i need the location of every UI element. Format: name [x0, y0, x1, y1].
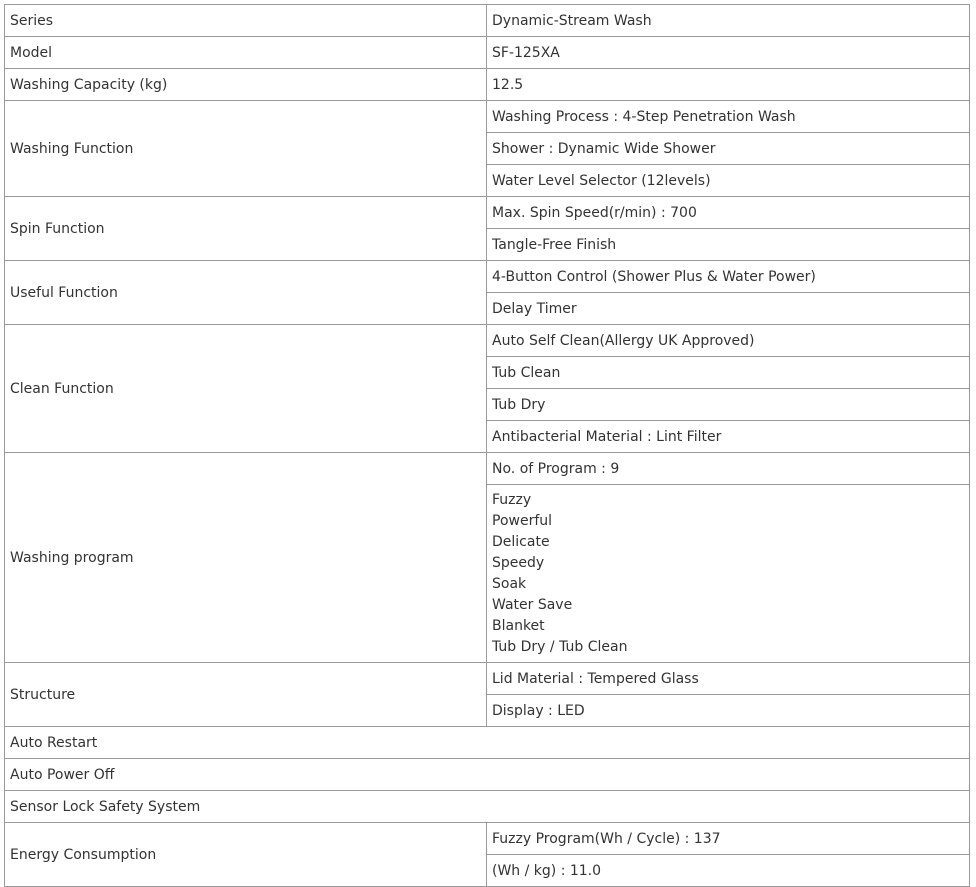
spec-value: Washing Process : 4-Step Penetration Wash — [487, 101, 970, 133]
spec-value: SF-125XA — [487, 37, 970, 69]
table-row — [5, 5, 970, 37]
table-row — [5, 759, 970, 791]
spec-label: Washing Capacity (kg) — [5, 69, 487, 101]
spec-label: Series — [5, 5, 487, 37]
spec-value: Max. Spin Speed(r/min) : 700 — [487, 197, 970, 229]
spec-label: Clean Function — [5, 325, 487, 453]
program-item: Speedy — [492, 554, 545, 571]
spec-table — [4, 4, 970, 887]
spec-label: Energy Consumption — [5, 823, 487, 887]
spec-value: Dynamic-Stream Wash — [487, 5, 970, 37]
table-row — [5, 325, 970, 357]
table-row — [5, 197, 970, 229]
table-row — [5, 727, 970, 759]
spec-label: Structure — [5, 663, 487, 727]
spec-label: Model — [5, 37, 487, 69]
program-item: Soak — [492, 575, 527, 592]
spec-label: Auto Power Off — [5, 759, 970, 791]
spec-value: Delay Timer — [487, 293, 970, 325]
program-list — [487, 485, 970, 663]
spec-value: 12.5 — [487, 69, 970, 101]
table-row — [5, 69, 970, 101]
spec-label: Washing Function — [5, 101, 487, 197]
program-item: Water Save — [492, 596, 573, 613]
program-item: Blanket — [492, 617, 545, 634]
table-row — [5, 101, 970, 133]
spec-value: Display : LED — [487, 695, 970, 727]
table-row — [5, 37, 970, 69]
spec-value: Tangle-Free Finish — [487, 229, 970, 261]
spec-value: Lid Material : Tempered Glass — [487, 663, 970, 695]
spec-label: Washing program — [5, 453, 487, 663]
spec-label: Spin Function — [5, 197, 487, 261]
spec-value: Shower : Dynamic Wide Shower — [487, 133, 970, 165]
spec-value: No. of Program : 9 — [487, 453, 970, 485]
spec-value: Tub Clean — [487, 357, 970, 389]
spec-value: Water Level Selector (12levels) — [487, 165, 970, 197]
spec-value: Antibacterial Material : Lint Filter — [487, 421, 970, 453]
spec-label: Useful Function — [5, 261, 487, 325]
table-row — [5, 261, 970, 293]
program-item: Delicate — [492, 533, 550, 550]
spec-label: Sensor Lock Safety System — [5, 791, 970, 823]
spec-value: Fuzzy Program(Wh / Cycle) : 137 — [487, 823, 970, 855]
table-row — [5, 823, 970, 855]
table-row — [5, 453, 970, 485]
spec-value: Auto Self Clean(Allergy UK Approved) — [487, 325, 970, 357]
program-item: Powerful — [492, 512, 553, 529]
spec-value: Tub Dry — [487, 389, 970, 421]
spec-value: 4-Button Control (Shower Plus & Water Power) — [487, 261, 970, 293]
program-item: Fuzzy — [492, 491, 532, 508]
spec-value: (Wh / kg) : 11.0 — [487, 855, 970, 887]
spec-label: Auto Restart — [5, 727, 970, 759]
table-row — [5, 663, 970, 695]
program-item: Tub Dry / Tub Clean — [492, 638, 628, 655]
table-row — [5, 791, 970, 823]
